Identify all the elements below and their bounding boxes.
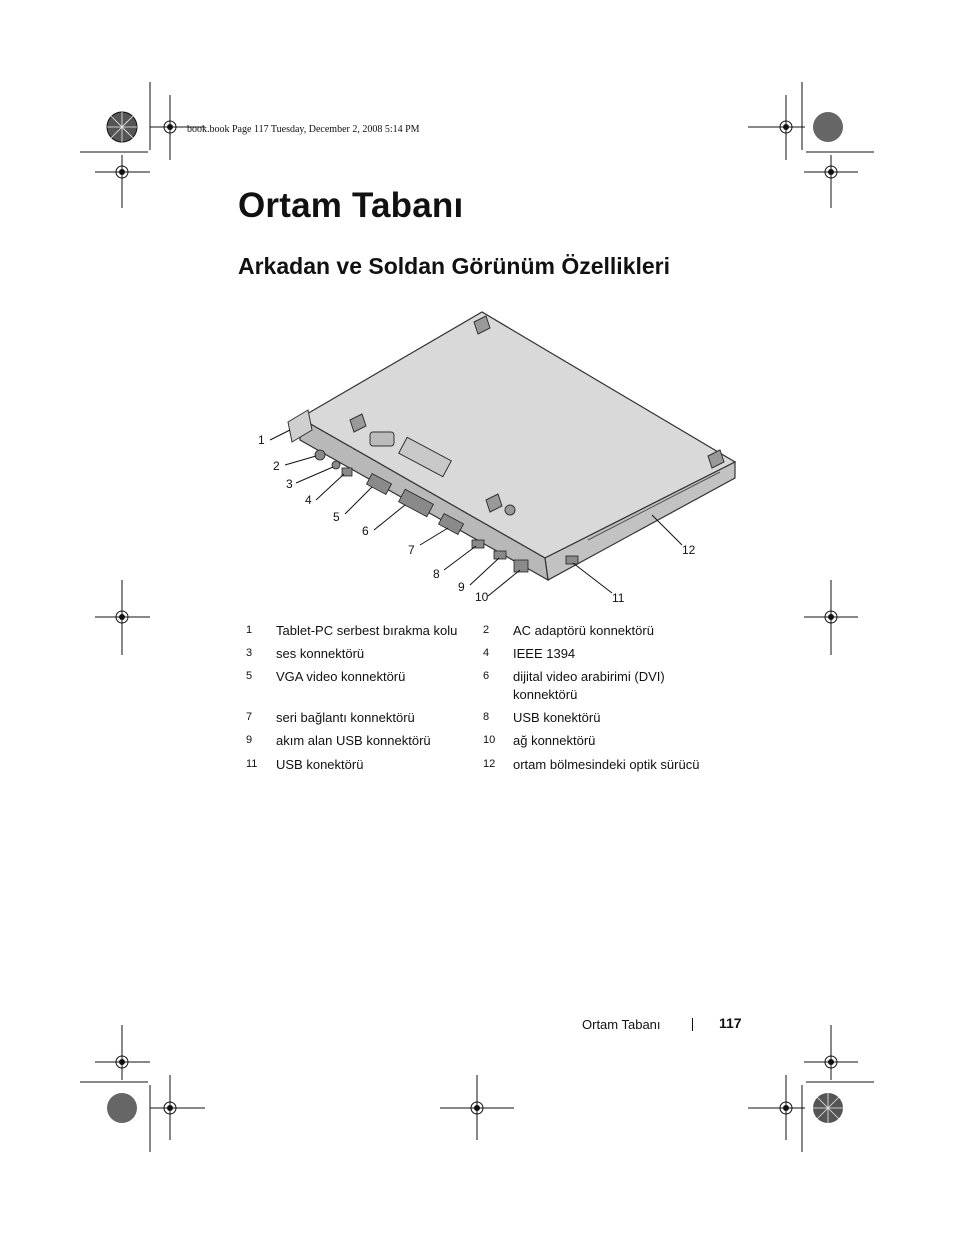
legend-row [246, 645, 746, 668]
legend-item: 5 VGA video konnektörü [246, 669, 406, 684]
legend-item: 11 USB konektörü [246, 757, 364, 772]
callout-7: 7 [408, 543, 415, 557]
legend-row [246, 668, 746, 709]
callout-8: 8 [433, 567, 440, 581]
callout-11: 11 [612, 591, 625, 605]
legend-row [246, 756, 746, 779]
footer-section-title: Ortam Tabanı [582, 1017, 661, 1032]
callout-4: 4 [305, 493, 312, 507]
legend-item: 4 IEEE 1394 [483, 646, 576, 661]
legend-item: 1 Tablet-PC serbest bırakma kolu [246, 623, 458, 638]
legend-item: 8 USB konektörü [483, 710, 601, 725]
callout-6: 6 [362, 524, 369, 538]
callout-12: 12 [682, 543, 696, 557]
callout-3: 3 [286, 477, 293, 491]
legend-row [246, 622, 746, 645]
legend-item: 6 dijital video arabirimi (DVI) konnektörü [483, 669, 665, 702]
page-title: Ortam Tabanı [238, 186, 464, 225]
legend-item: 9 akım alan USB konnektörü [246, 733, 431, 748]
legend-item: 10 ağ konnektörü [483, 733, 596, 748]
callout-10: 10 [475, 590, 489, 604]
legend-row [246, 709, 746, 732]
legend-item: 12 ortam bölmesindeki optik sürücü [483, 757, 700, 772]
legend-item: 3 ses konnektörü [246, 646, 365, 661]
legend-item: 7 seri bağlantı konnektörü [246, 710, 415, 725]
legend-row [246, 732, 746, 756]
legend-table [246, 622, 746, 779]
base-top-surface [300, 312, 735, 558]
callout-9: 9 [458, 580, 465, 594]
legend-item: 2 AC adaptörü konnektörü [483, 623, 654, 638]
print-slug: book.book Page 117 Tuesday, December 2, 2008 5:14 PM [187, 124, 420, 135]
page-number: 117 [719, 1015, 742, 1031]
callout-2: 2 [273, 459, 280, 473]
footer-divider [692, 1018, 693, 1031]
section-heading: Arkadan ve Soldan Görünüm Özellikleri [238, 253, 671, 279]
callout-1: 1 [258, 433, 265, 447]
callout-5: 5 [333, 510, 340, 524]
